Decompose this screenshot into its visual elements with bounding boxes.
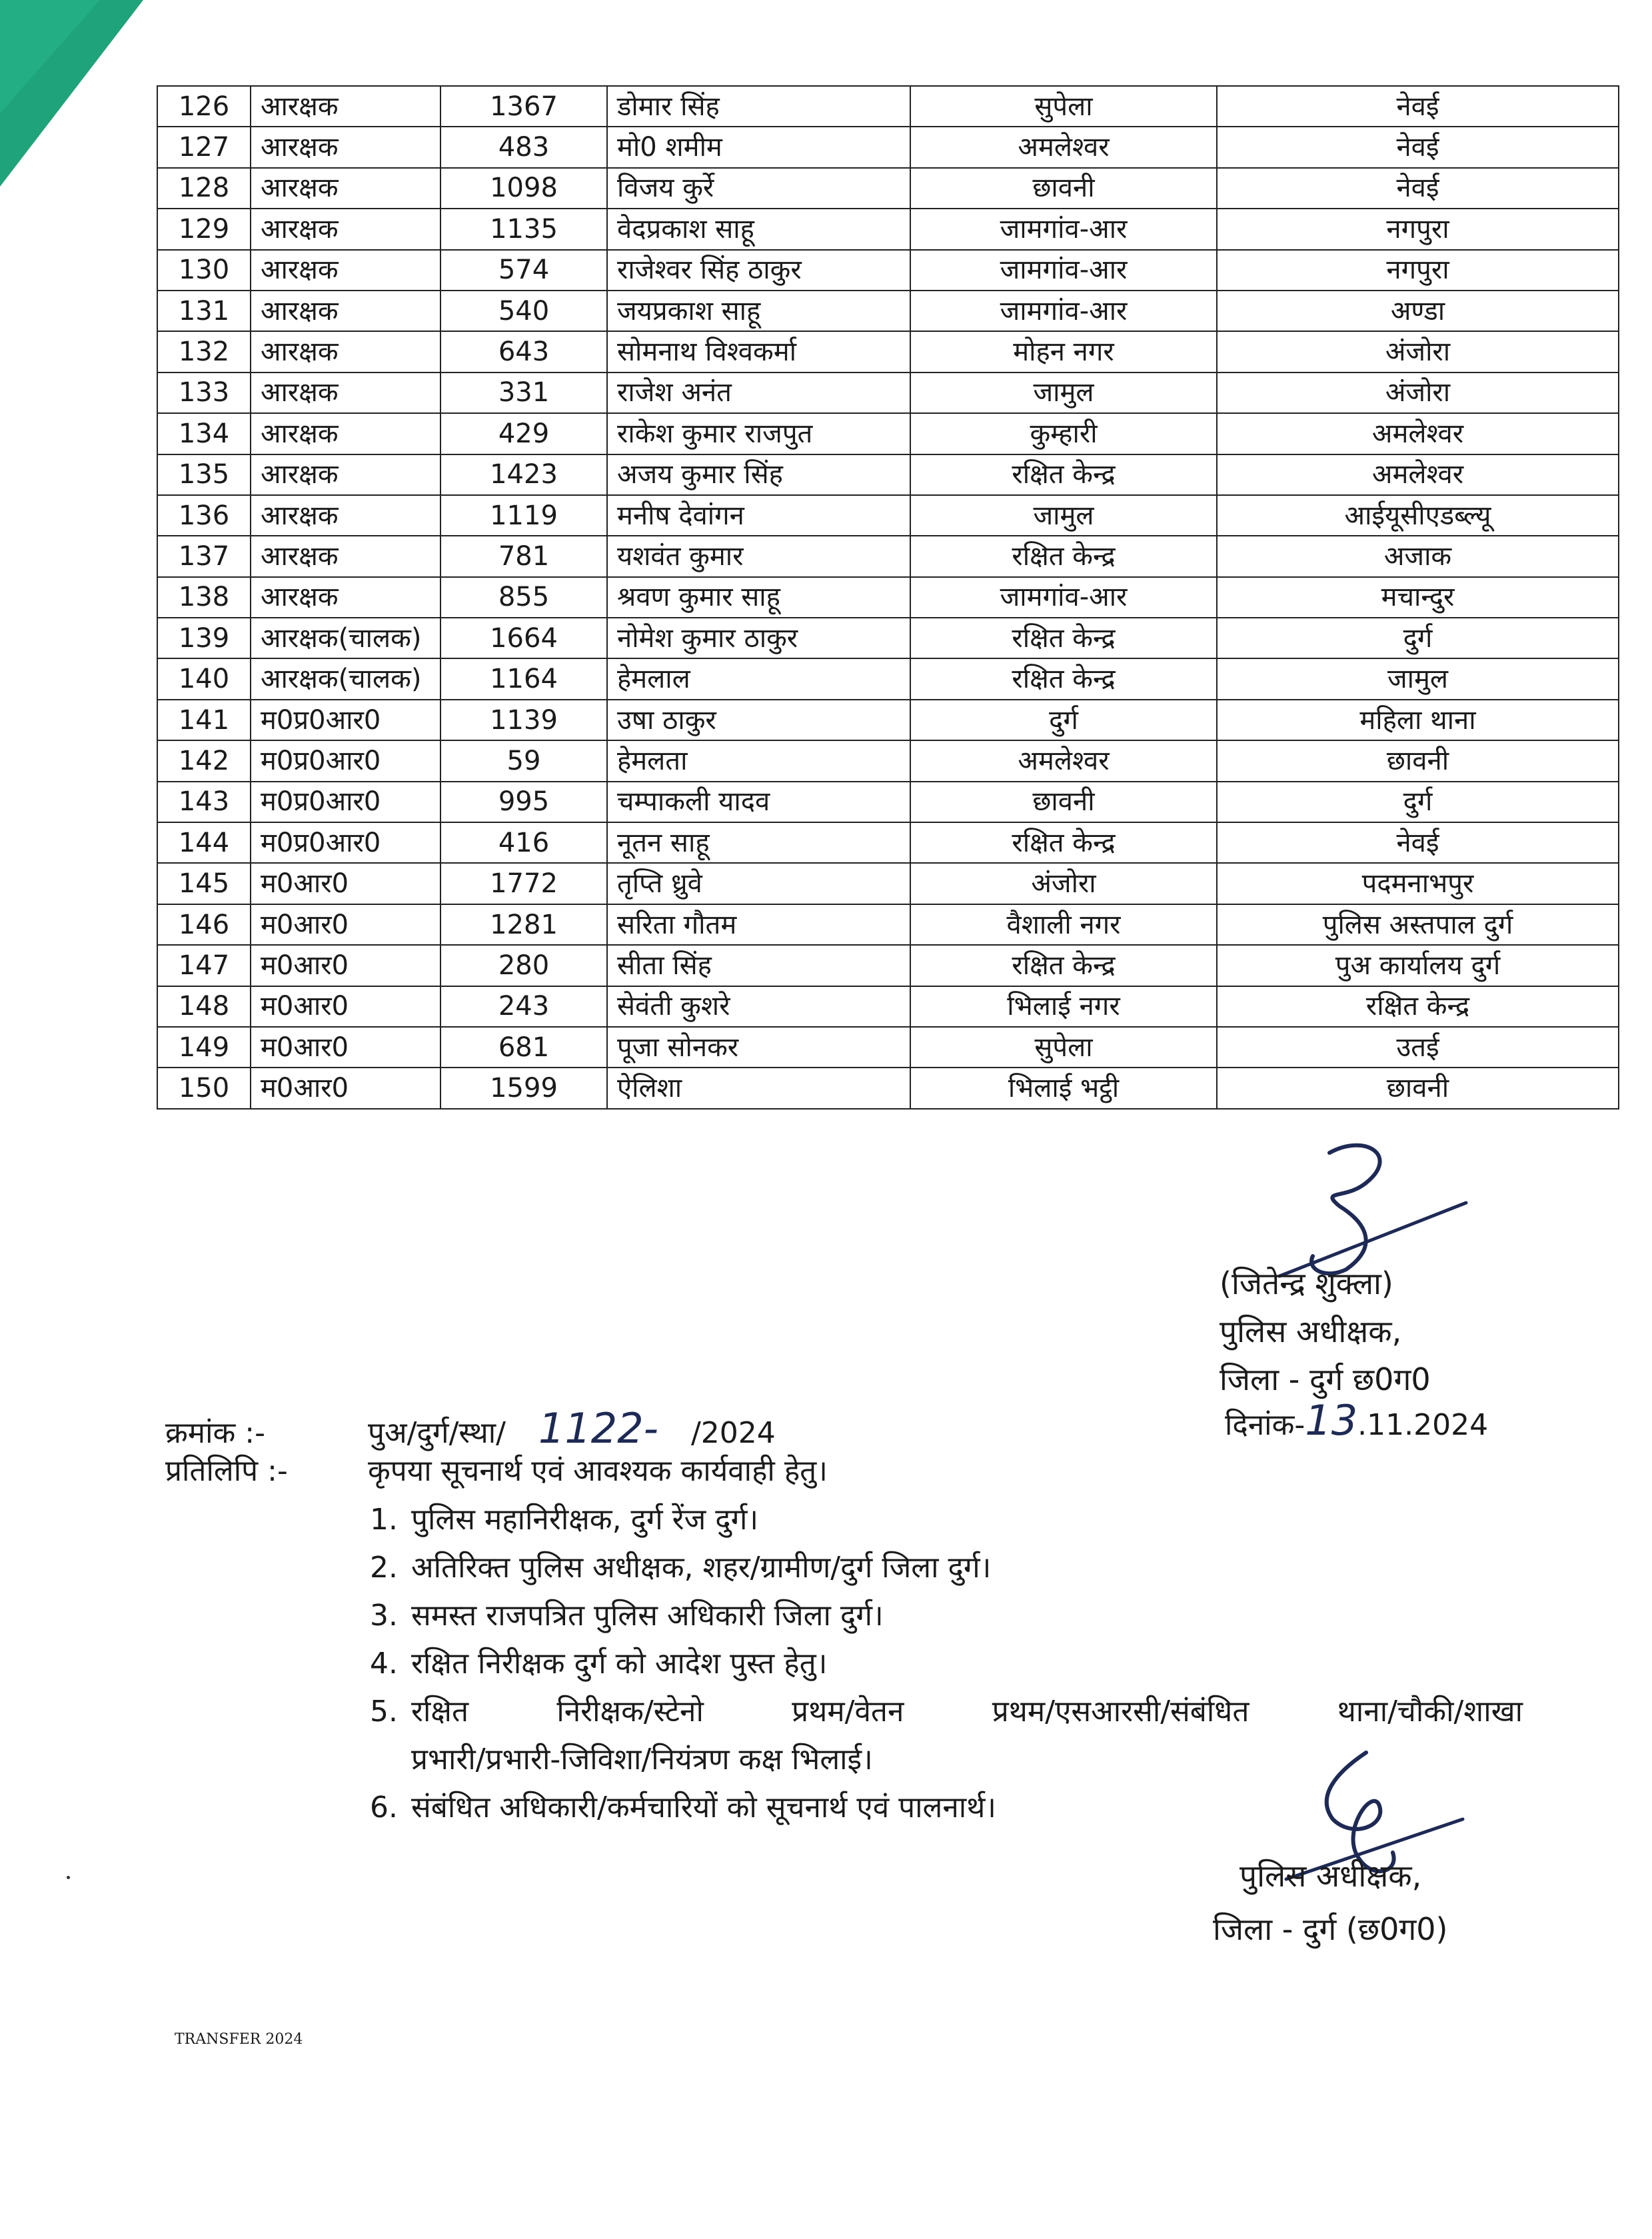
date-suffix: .11.2024 [1357,1408,1489,1442]
to-posting-cell: नेवई [1217,822,1619,863]
list-item-number: 1. [370,1503,398,1537]
rank-cell: म0आर0 [251,863,440,904]
rank-cell: आरक्षक(चालक) [251,658,440,699]
list-item [370,1592,1523,1640]
serial-cell: 128 [157,168,251,209]
table-row [157,782,1619,822]
to-posting-cell: पदमनाभपुर [1217,863,1619,904]
name-cell: चम्पाकली यादव [607,782,910,822]
serial-cell: 134 [157,413,251,454]
from-posting-cell: रक्षित केन्द्र [910,945,1217,986]
table-row [157,863,1619,904]
rank-cell: म0आर0 [251,904,440,945]
signatory-designation-2: पुलिस अधीक्षक, [1239,1858,1422,1894]
serial-cell: 140 [157,658,251,699]
list-item-number: 6. [370,1791,398,1825]
transfer-table-body [157,86,1619,1109]
serial-cell: 145 [157,863,251,904]
table-row [157,1068,1619,1108]
number-cell: 574 [440,250,607,291]
list-item [370,1688,1523,1736]
ink-dot [67,1876,70,1879]
table-row [157,658,1619,699]
number-cell: 1139 [440,700,607,740]
to-posting-cell: पुअ कार्यालय दुर्ग [1217,945,1619,986]
rank-cell: म0प्र0आर0 [251,822,440,863]
number-cell: 1135 [440,209,607,249]
serial-cell: 127 [157,127,251,167]
serial-cell: 137 [157,536,251,576]
number-cell: 1367 [440,86,607,127]
name-cell: डोमार सिंह [607,86,910,127]
transfer-table [157,85,1619,1110]
serial-cell: 126 [157,86,251,127]
copy-to-line [165,1449,828,1489]
number-cell: 1281 [440,904,607,945]
list-item-text: संबंधित अधिकारी/कर्मचारियों को सूचनार्थ एवं पालनार्थ। [411,1791,996,1825]
name-cell: हेमलाल [607,658,910,699]
to-posting-cell: उतई [1217,1027,1619,1068]
to-posting-cell: जामुल [1217,658,1619,699]
from-posting-cell: भिलाई भट्ठी [910,1068,1217,1108]
table-row [157,209,1619,249]
rank-cell: म0आर0 [251,1068,440,1108]
to-posting-cell: नगपुरा [1217,250,1619,291]
order-number-handwritten: 1122- [538,1404,659,1453]
from-posting-cell: रक्षित केन्द्र [910,658,1217,699]
order-number-prefix: पुअ/दुर्ग/स्था/ [368,1416,506,1450]
from-posting-cell: जामगांव-आर [910,209,1217,249]
name-cell: मनीष देवांगन [607,495,910,536]
from-posting-cell: जामगांव-आर [910,250,1217,291]
from-posting-cell: छावनी [910,168,1217,209]
name-cell: नूतन साहू [607,822,910,863]
rank-cell: आरक्षक [251,577,440,618]
to-posting-cell: नगपुरा [1217,209,1619,249]
name-cell: पूजा सोनकर [607,1027,910,1068]
rank-cell: म0प्र0आर0 [251,700,440,740]
table-row [157,577,1619,618]
to-posting-cell: नेवई [1217,168,1619,209]
list-item-text: रक्षित निरीक्षक/स्टेनो प्रथम/वेतन प्रथम/एसआरसी/संबंधित थाना/चौकी/शाखा [411,1695,1523,1729]
to-posting-cell: महिला थाना [1217,700,1619,740]
serial-cell: 146 [157,904,251,945]
serial-cell: 129 [157,209,251,249]
from-posting-cell: वैशाली नगर [910,904,1217,945]
to-posting-cell: अमलेश्वर [1217,454,1619,495]
table-row [157,945,1619,986]
name-cell: अजय कुमार सिंह [607,454,910,495]
serial-cell: 131 [157,291,251,331]
name-cell: तृप्ति ध्रुवे [607,863,910,904]
list-item-continuation: प्रभारी/प्रभारी-जिविशा/नियंत्रण कक्ष भिलाई। [411,1743,873,1777]
number-cell: 1772 [440,863,607,904]
table-row [157,740,1619,781]
serial-cell: 130 [157,250,251,291]
name-cell: सीता सिंह [607,945,910,986]
number-cell: 1164 [440,658,607,699]
date-day-handwritten: 13 [1305,1396,1358,1445]
from-posting-cell: रक्षित केन्द्र [910,822,1217,863]
table-row [157,373,1619,413]
from-posting-cell: अंजोरा [910,863,1217,904]
rank-cell: आरक्षक [251,495,440,536]
to-posting-cell: छावनी [1217,1068,1619,1108]
from-posting-cell: दुर्ग [910,700,1217,740]
rank-cell: आरक्षक [251,454,440,495]
name-cell: उषा ठाकुर [607,700,910,740]
serial-cell: 143 [157,782,251,822]
serial-cell: 149 [157,1027,251,1068]
to-posting-cell: अंजोरा [1217,331,1619,372]
table-row [157,291,1619,331]
list-item-text: पुलिस महानिरीक्षक, दुर्ग रेंज दुर्ग। [411,1503,759,1537]
name-cell: हेमलता [607,740,910,781]
name-cell: यशवंत कुमार [607,536,910,576]
signatory-designation: पुलिस अधीक्षक, [1220,1313,1402,1349]
table-row [157,700,1619,740]
number-cell: 429 [440,413,607,454]
from-posting-cell: जामगांव-आर [910,577,1217,618]
to-posting-cell: आईयूसीएडब्ल्यू [1217,495,1619,536]
rank-cell: म0आर0 [251,1027,440,1068]
table-row [157,822,1619,863]
to-posting-cell: पुलिस अस्तपाल दुर्ग [1217,904,1619,945]
to-posting-cell: दुर्ग [1217,782,1619,822]
number-cell: 1664 [440,618,607,658]
to-posting-cell: नेवई [1217,86,1619,127]
serial-cell: 147 [157,945,251,986]
list-item-text: अतिरिक्त पुलिस अधीक्षक, शहर/ग्रामीण/दुर्ग जिला दुर्ग। [411,1551,992,1585]
rank-cell: आरक्षक [251,86,440,127]
list-item [370,1496,1523,1544]
table-row [157,86,1619,127]
to-posting-cell: अजाक [1217,536,1619,576]
signature-block-1 [1220,1259,1431,1403]
name-cell: विजय कुर्रे [607,168,910,209]
to-posting-cell: अंजोरा [1217,373,1619,413]
serial-cell: 135 [157,454,251,495]
name-cell: नोमेश कुमार ठाकुर [607,618,910,658]
table-row [157,1027,1619,1068]
serial-cell: 138 [157,577,251,618]
from-posting-cell: अमलेश्वर [910,127,1217,167]
number-cell: 280 [440,945,607,986]
number-cell: 681 [440,1027,607,1068]
name-cell: सेवंती कुशरे [607,986,910,1027]
copy-to-label: प्रतिलिपि :- [165,1454,288,1488]
copy-to-text: कृपया सूचनार्थ एवं आवश्यक कार्यवाही हेतु। [368,1454,828,1488]
list-item-number: 3. [370,1599,398,1633]
from-posting-cell: अमलेश्वर [910,740,1217,781]
number-cell: 540 [440,291,607,331]
list-item-number: 5. [370,1695,398,1729]
from-posting-cell: रक्षित केन्द्र [910,536,1217,576]
rank-cell: म0आर0 [251,986,440,1027]
name-cell: राजेश अनंत [607,373,910,413]
name-cell: राकेश कुमार राजपुत [607,413,910,454]
name-cell: वेदप्रकाश साहू [607,209,910,249]
to-posting-cell: अण्डा [1217,291,1619,331]
order-number-label: क्रमांक :- [165,1416,265,1450]
from-posting-cell: जामगांव-आर [910,291,1217,331]
list-item [370,1640,1523,1688]
table-row [157,986,1619,1027]
from-posting-cell: सुपेला [910,1027,1217,1068]
name-cell: सरिता गौतम [607,904,910,945]
serial-cell: 139 [157,618,251,658]
to-posting-cell: अमलेश्वर [1217,413,1619,454]
to-posting-cell: दुर्ग [1217,618,1619,658]
name-cell: जयप्रकाश साहू [607,291,910,331]
from-posting-cell: जामुल [910,495,1217,536]
name-cell: मो0 शमीम [607,127,910,167]
signatory-district-2: जिला - दुर्ग (छ0ग0) [1213,1911,1448,1947]
green-corner-decoration [0,0,160,193]
rank-cell: आरक्षक [251,209,440,249]
serial-cell: 132 [157,331,251,372]
to-posting-cell: छावनी [1217,740,1619,781]
list-item-text: समस्त राजपत्रित पुलिस अधिकारी जिला दुर्ग। [411,1599,884,1633]
serial-cell: 136 [157,495,251,536]
rank-cell: आरक्षक [251,127,440,167]
from-posting-cell: सुपेला [910,86,1217,127]
from-posting-cell: मोहन नगर [910,331,1217,372]
table-row [157,413,1619,454]
serial-cell: 150 [157,1068,251,1108]
list-item-number: 4. [370,1647,398,1681]
order-date [1225,1396,1488,1445]
number-cell: 855 [440,577,607,618]
table-row [157,250,1619,291]
serial-cell: 141 [157,700,251,740]
table-row [157,904,1619,945]
name-cell: सोमनाथ विश्वकर्मा [607,331,910,372]
from-posting-cell: छावनी [910,782,1217,822]
signature-block-2 [1213,1849,1448,1956]
to-posting-cell: नेवई [1217,127,1619,167]
name-cell: राजेश्वर सिंह ठाकुर [607,250,910,291]
number-cell: 331 [440,373,607,413]
number-cell: 781 [440,536,607,576]
rank-cell: म0प्र0आर0 [251,782,440,822]
from-posting-cell: रक्षित केन्द्र [910,618,1217,658]
signatory-name: (जितेन्द्र शुक्ला) [1220,1265,1393,1301]
table-row [157,127,1619,167]
table-row [157,331,1619,372]
order-number-line [165,1404,776,1453]
rank-cell: म0प्र0आर0 [251,740,440,781]
from-posting-cell: कुम्हारी [910,413,1217,454]
signatory-district: जिला - दुर्ग छ0ग0 [1220,1361,1431,1397]
number-cell: 1119 [440,495,607,536]
table-row [157,618,1619,658]
footer-label: TRANSFER 2024 [175,2031,303,2048]
serial-cell: 144 [157,822,251,863]
number-cell: 243 [440,986,607,1027]
rank-cell: म0आर0 [251,945,440,986]
date-prefix: दिनांक- [1225,1408,1305,1442]
serial-cell: 148 [157,986,251,1027]
from-posting-cell: रक्षित केन्द्र [910,454,1217,495]
rank-cell: आरक्षक [251,413,440,454]
rank-cell: आरक्षक [251,168,440,209]
number-cell: 1599 [440,1068,607,1108]
table-row [157,168,1619,209]
table-row [157,536,1619,576]
rank-cell: आरक्षक [251,291,440,331]
order-number-suffix: /2024 [690,1416,776,1450]
number-cell: 1098 [440,168,607,209]
number-cell: 416 [440,822,607,863]
number-cell: 1423 [440,454,607,495]
from-posting-cell: जामुल [910,373,1217,413]
rank-cell: आरक्षक [251,373,440,413]
serial-cell: 133 [157,373,251,413]
list-item [370,1544,1523,1592]
to-posting-cell: रक्षित केन्द्र [1217,986,1619,1027]
rank-cell: आरक्षक(चालक) [251,618,440,658]
from-posting-cell: भिलाई नगर [910,986,1217,1027]
list-item-text: रक्षित निरीक्षक दुर्ग को आदेश पुस्त हेतु। [411,1647,828,1681]
number-cell: 995 [440,782,607,822]
table-row [157,454,1619,495]
serial-cell: 142 [157,740,251,781]
name-cell: श्रवण कुमार साहू [607,577,910,618]
table-row [157,495,1619,536]
rank-cell: आरक्षक [251,536,440,576]
name-cell: ऐलिशा [607,1068,910,1108]
list-item-number: 2. [370,1551,398,1585]
to-posting-cell: मचान्दुर [1217,577,1619,618]
number-cell: 59 [440,740,607,781]
number-cell: 643 [440,331,607,372]
number-cell: 483 [440,127,607,167]
rank-cell: आरक्षक [251,331,440,372]
rank-cell: आरक्षक [251,250,440,291]
